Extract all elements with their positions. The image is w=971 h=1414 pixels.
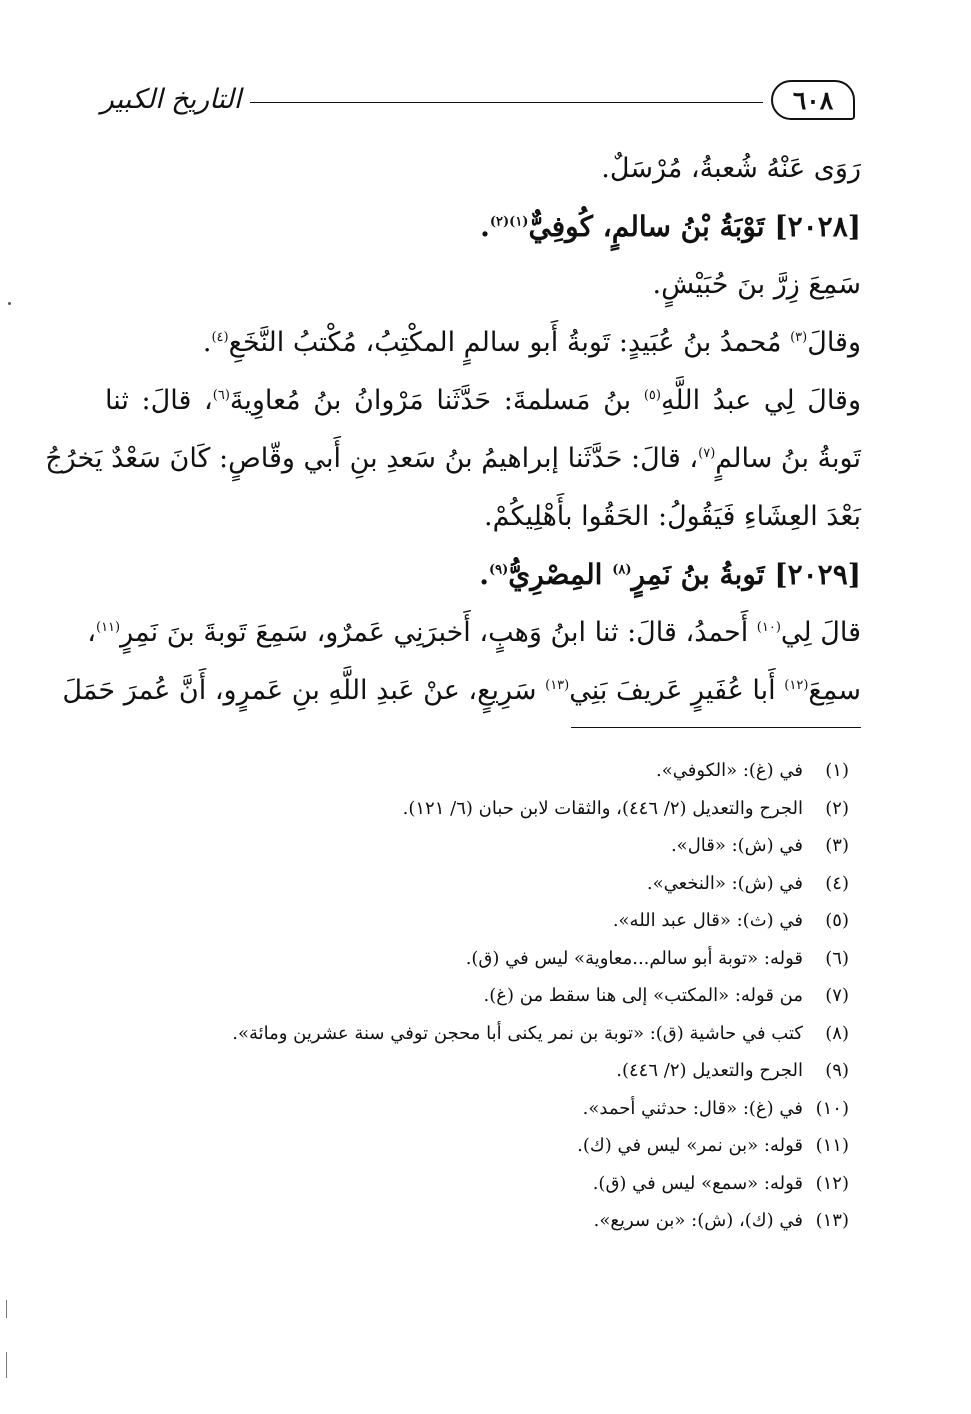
footnote-ref: (١٠) (756, 620, 781, 635)
footnote-item: (١٠) في (غ): «قال: حدثني أحمد». (582, 1097, 849, 1119)
footnote-item: (٧) من قوله: «المكتب» إلى هنا سقط من (غ). (483, 985, 849, 1006)
entry-heading-2029: [٢٠٢٩] تَوبةُ بنُ نَمِرٍ$^{(٨)}$ المِصْرِيُّ$^{(٩)}$. (479, 558, 861, 591)
text-line: سمِعَ$^{(١٢)}$ أَبا عُفَيرٍ عَريفَ بَنِي$^{(١٣)}$ سَرِيعٍ، عنْ عَبدِ اللَّهِ بنِ عَمرٍو، أَنَّ عُمرَ حَمَلَ (62, 675, 861, 706)
footnotes (109, 752, 849, 1240)
scan-margin-mark (6, 1352, 7, 1378)
entry-heading-2028: [٢٠٢٨] تَوْبَةُ بْنُ سالمٍ، كُوفِيٌّ$^{(١)(٢)}$. (480, 210, 861, 243)
text-line: سَمِعَ زِرَّ بنَ حُبَيْشٍ. (652, 269, 861, 300)
scan-speck (8, 302, 11, 305)
footnote-ref: (٦) (212, 388, 230, 403)
page-number: ٦٠٨ (771, 80, 855, 120)
footnote-ref: (٤) (211, 330, 229, 345)
footnote-item: (٢) الجرح والتعديل (٢/ ٤٤٦)، والثقات لابن حبان (٦/ ١٢١). (402, 797, 849, 819)
footnote-item: (١٣) في (ك)، (ش): «بن سريع». (593, 1210, 849, 1231)
footnote-item: (٣) في (ش): «قال». (670, 835, 849, 856)
footnote-item: (٥) في (ث): «قال عبد الله». (612, 910, 849, 931)
entry-number: [٢٠٢٨] (774, 210, 861, 243)
header-rule (250, 102, 763, 103)
footnote-item: (١١) قوله: «بن نمر» ليس في (ك). (577, 1135, 849, 1156)
book-title: التاريخ الكبير (100, 84, 242, 115)
scan-margin-mark (6, 1300, 7, 1318)
footnote-item: (١) في (غ): «الكوفي». (656, 760, 849, 781)
footnote-item: (١٢) قوله: «سمع» ليس في (ق). (592, 1172, 849, 1194)
footnote-ref: (١٣) (545, 678, 570, 693)
entry-name: تَوبةُ بنُ نَمِرٍ (631, 558, 765, 591)
text-line: بَعْدَ العِشَاءِ فَيَقُولُ: الحَقُوا بأَهْلِيكُمْ. (484, 501, 861, 532)
footnote-item: (٨) كتب في حاشية (ق): «توبة بن نمر يكنى أبا محجن توفي سنة عشرين ومائة». (232, 1022, 849, 1044)
footnote-ref: (١)(٢) (489, 214, 529, 230)
text-line: وقالَ لِي عبدُ اللَّهِ$^{(٥)}$ بنُ مَسلمةَ: حَدَّثَنا مَرْوانُ بنُ مُعاوِيةَ$^{(٦)}$، قالَ: ثنا (105, 385, 861, 416)
footnote-ref: (٣) (790, 330, 808, 345)
footnote-separator (571, 727, 861, 728)
footnote-item: (٤) في (ش): «النخعي». (646, 872, 849, 894)
footnote-ref: (١٢) (784, 678, 809, 693)
footnote-ref: (٧) (698, 446, 716, 461)
text-line: تَوبةُ بنُ سالمٍ$^{(٧)}$، قالَ: حَدَّثَنا إبراهيمُ بنُ سَعدِ بنِ أَبي وقّاصٍ: كَانَ سَعْدٌ يَخرُجُ (45, 443, 861, 474)
text-line: وقالَ$^{(٣)}$ مُحمدُ بنُ عُبَيدٍ: تَوبةُ أَبو سالمٍ المكْتِبُ، مُكْتبُ النَّخَعِ$^{(٤)}$. (202, 327, 861, 358)
footnote-ref: (١١) (95, 620, 121, 635)
entry-number: [٢٠٢٩] (774, 558, 861, 591)
text-line: رَوَى عَنْهُ شُعبةُ، مُرْسَلٌ. (601, 153, 861, 184)
entry-name: تَوْبَةُ بْنُ سالمٍ، كُوفِيٌّ (528, 210, 765, 243)
text-line: قالَ لِي$^{(١٠)}$ أَحمدُ، قالَ: ثنا ابنُ وَهبٍ، أَخبرَنِي عَمرٌو، سَمِعَ تَوبةَ بنَ نَمِرٍ$^{(١١)}$، (87, 617, 861, 648)
footnote-ref: (٥) (643, 388, 661, 403)
page-header (100, 78, 855, 132)
footnote-ref: (٩) (488, 562, 509, 578)
footnote-item: (٦) قوله: «توبة أبو سالم...معاوية» ليس في (ق). (465, 947, 849, 969)
footnote-item: (٩) الجرح والتعديل (٢/ ٤٤٦). (616, 1060, 849, 1081)
main-text (45, 140, 861, 720)
footnote-ref: (٨) (612, 562, 632, 578)
